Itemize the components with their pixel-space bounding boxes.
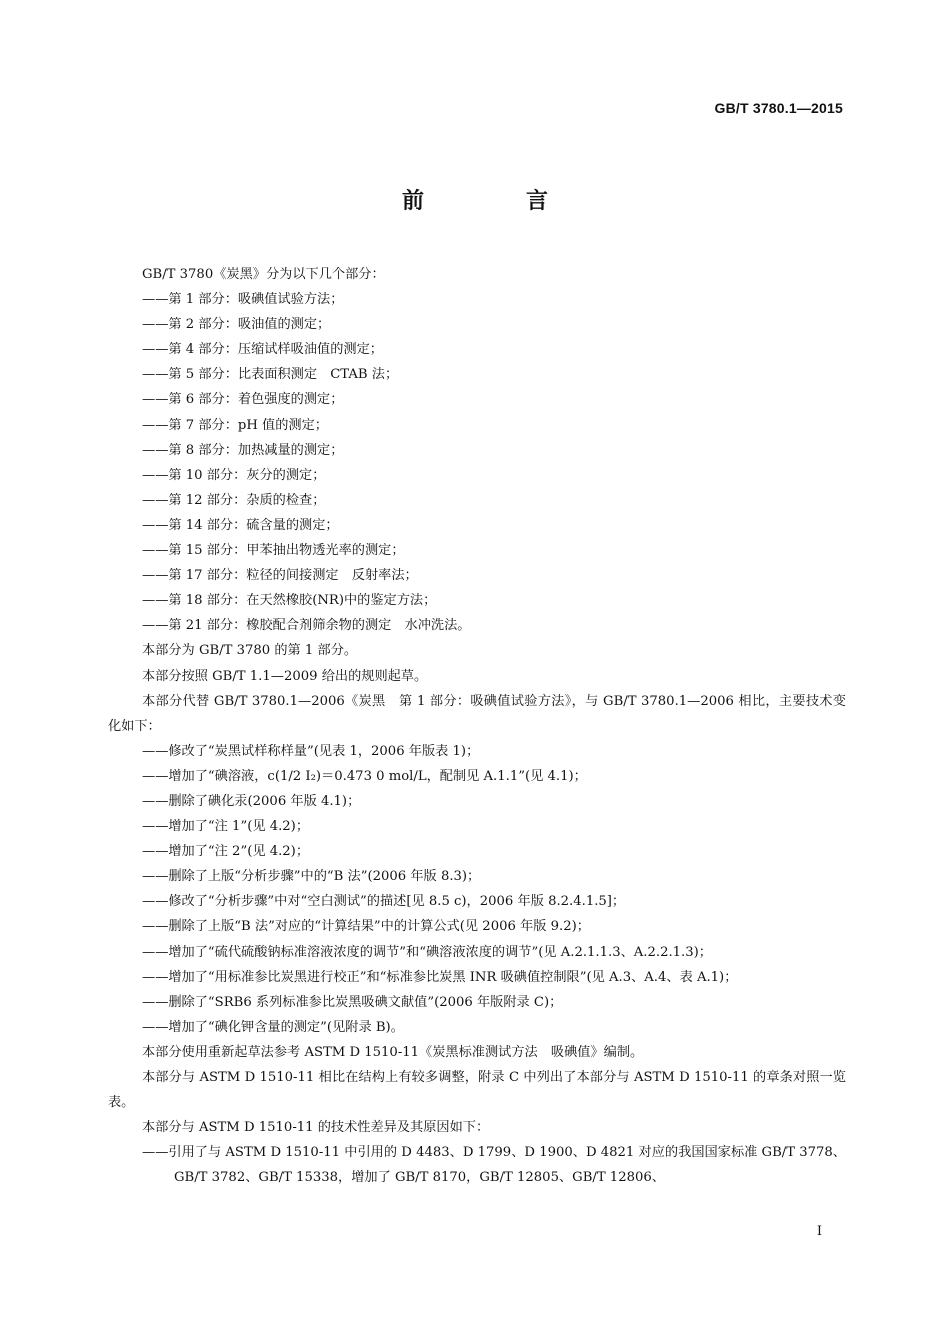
list-item: ——增加了“碘化钾含量的测定”(见附录 B)。 — [142, 1019, 404, 1035]
paragraph: GB/T 3780《炭黑》分为以下几个部分： — [142, 267, 385, 282]
list-item: ——第 2 部分：吸油值的测定； — [142, 317, 331, 333]
page-number: I — [816, 1224, 822, 1239]
standard-code: GB/T 3780.1—2015 — [714, 100, 843, 116]
list-item: ——删除了上版“分析步骤”中的“B 法”(2006 年版 8.3)； — [142, 869, 481, 885]
list-item: ——引用了与 ASTM D 1510-11 中引用的 D 4483、D 1799、D 1900、D 4821 对应的我国国家标准 GB/T 3778、GB/T 3782、GB/T 15338，增加了 GB/T 8170，GB/T 12805、GB/T 12806、 — [142, 1145, 846, 1186]
paragraph: 本部分代替 GB/T 3780.1—2006《炭黑 第 1 部分：吸碘值试验方法》，与 GB/T 3780.1—2006 相比，主要技术变化如下： — [108, 693, 846, 734]
paragraph: 本部分按照 GB/T 1.1—2009 给出的规则起草。 — [142, 668, 428, 684]
list-item: ——增加了“注 2”(见 4.2)； — [142, 844, 310, 860]
list-item: ——第 5 部分：比表面积测定 CTAB 法； — [142, 367, 399, 383]
list-item: ——第 4 部分：压缩试样吸油值的测定； — [142, 342, 383, 358]
list-item: ——增加了“碘溶液，c(1/2 I₂)＝0.473 0 mol/L，配制见 A.1.1”(见 4.1)； — [142, 768, 587, 784]
paragraph: 本部分与 ASTM D 1510-11 相比在结构上有较多调整，附录 C 中列出了本部分与 ASTM D 1510-11 的章条对照一览表。 — [108, 1070, 846, 1111]
list-item: ——第 21 部分：橡胶配合剂筛余物的测定 水冲洗法。 — [142, 618, 471, 634]
document-body — [108, 262, 846, 1190]
list-item: ——第 10 部分：灰分的测定； — [142, 467, 326, 483]
list-item: ——第 15 部分：甲苯抽出物透光率的测定； — [142, 543, 405, 559]
list-item: ——第 1 部分：吸碘值试验方法； — [142, 292, 344, 308]
list-item: ——第 8 部分：加热减量的测定； — [142, 442, 344, 458]
page-title: 前 言 — [401, 188, 588, 214]
list-item: ——修改了“炭黑试样称样量”(见表 1，2006 年版表 1)； — [142, 743, 480, 759]
list-item: ——增加了“硫代硫酸钠标准溶液浓度的调节”和“碘溶液浓度的调节”(见 A.2.1.1.3、A.2.2.1.3)； — [142, 944, 712, 960]
list-item: ——增加了“用标准参比炭黑进行校正”和“标准参比炭黑 INR 吸碘值控制限”(见 A.3、A.4、表 A.1)； — [142, 969, 738, 985]
list-item: ——第 6 部分：着色强度的测定； — [142, 392, 344, 408]
list-item: ——第 14 部分：硫含量的测定； — [142, 517, 339, 533]
list-item: ——增加了“注 1”(见 4.2)； — [142, 819, 310, 835]
paragraph: 本部分为 GB/T 3780 的第 1 部分。 — [142, 643, 358, 659]
paragraph: 本部分使用重新起草法参考 ASTM D 1510-11《炭黑标准测试方法 吸碘值》编制。 — [142, 1044, 644, 1060]
list-item: ——删除了碘化汞(2006 年版 4.1)； — [142, 793, 361, 809]
paragraph: 本部分与 ASTM D 1510-11 的技术性差异及其原因如下： — [142, 1120, 490, 1136]
list-item: ——删除了上版“B 法”对应的“计算结果”中的计算公式(见 2006 年版 9.2)； — [142, 919, 590, 935]
list-item: ——第 17 部分：粒径的间接测定 反射率法； — [142, 568, 418, 584]
list-item: ——第 18 部分：在天然橡胶(NR)中的鉴定方法； — [142, 593, 437, 609]
list-item: ——第 7 部分：pH 值的测定； — [142, 417, 328, 433]
list-item: ——第 12 部分：杂质的检查； — [142, 492, 326, 508]
list-item: ——删除了“SRB6 系列标准参比炭黑吸碘文献值”(2006 年版附录 C)； — [142, 994, 563, 1010]
list-item: ——修改了“分析步骤”中对“空白测试”的描述[见 8.5 c)，2006 年版 8.2.4.1.5]； — [142, 894, 626, 910]
